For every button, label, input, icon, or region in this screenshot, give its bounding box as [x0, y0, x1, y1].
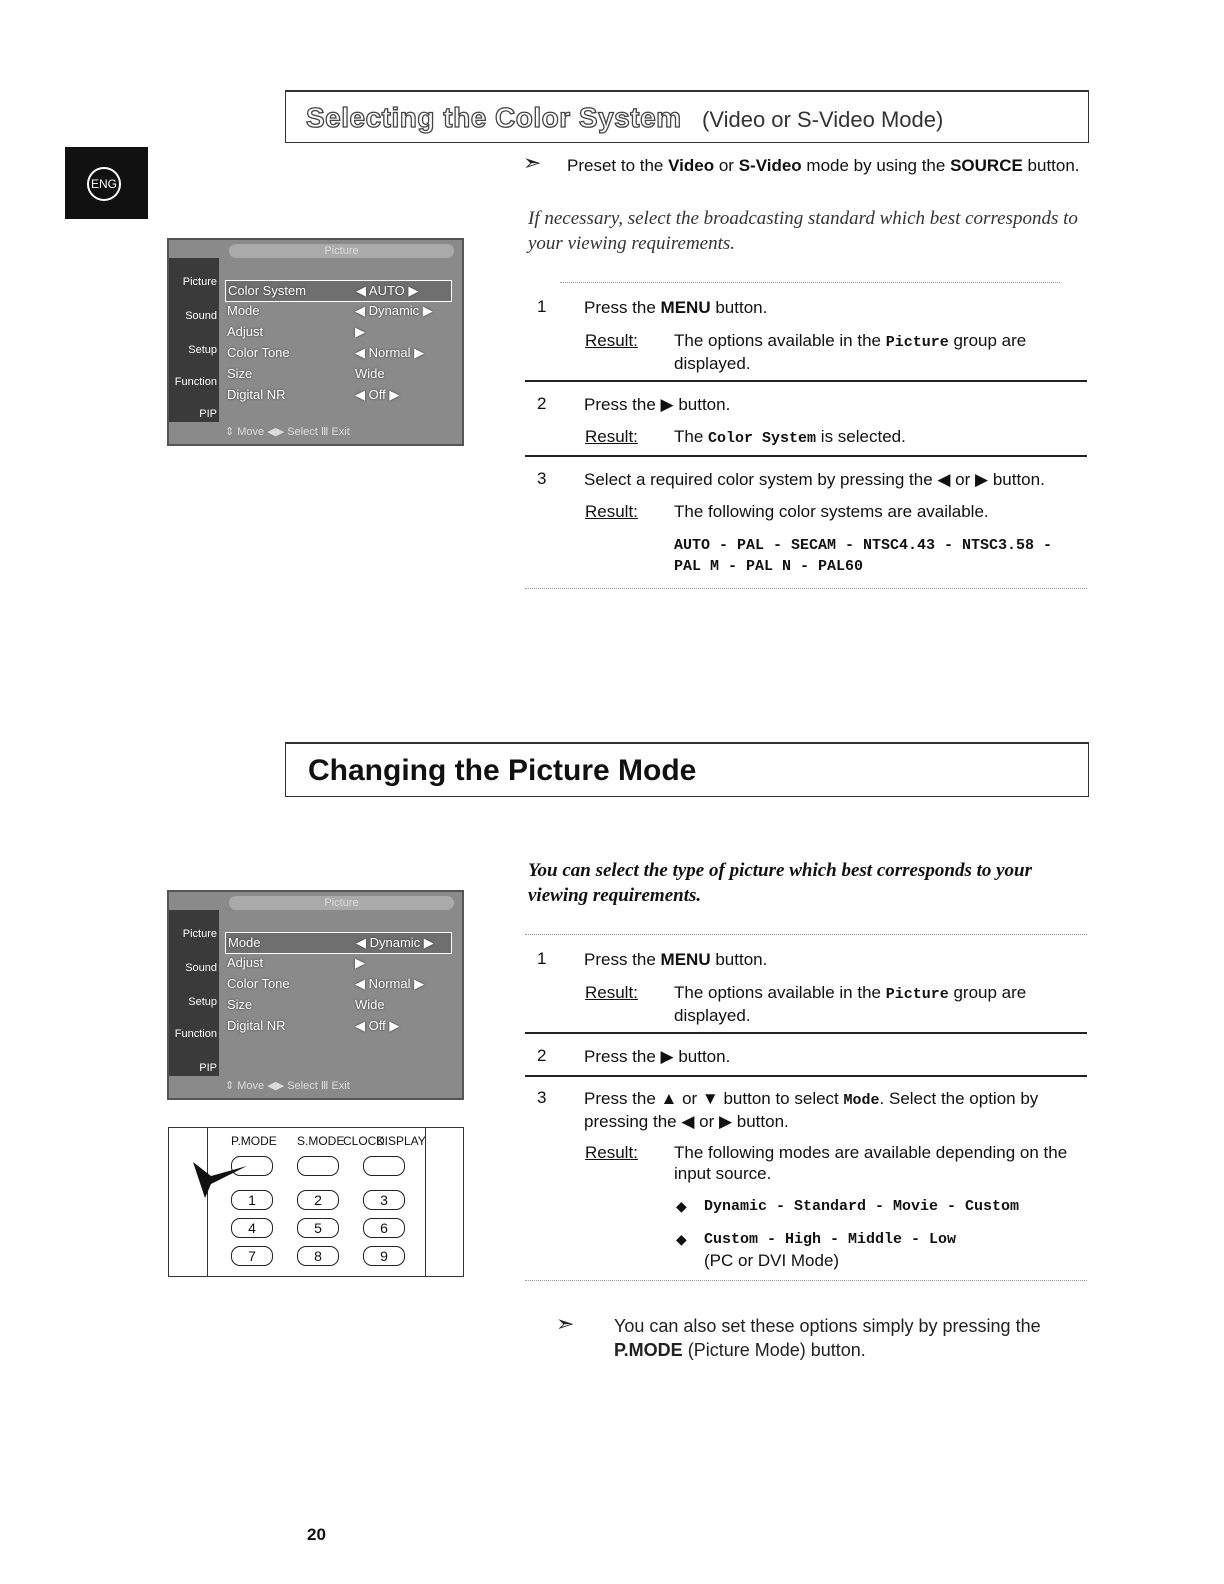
osd-tab: Sound — [185, 310, 217, 322]
step-divider — [525, 1032, 1087, 1034]
preset-video: Video — [668, 156, 715, 175]
mode-note: (PC or DVI Mode) — [704, 1251, 840, 1270]
remote-smode-key — [297, 1156, 339, 1176]
divider — [560, 282, 1060, 285]
diamond-bullet-icon: ◆ — [676, 1231, 687, 1247]
mode-list: Custom - High - Middle - Low — [704, 1231, 957, 1248]
result-code: Picture — [885, 986, 949, 1003]
step-3 — [537, 1088, 1087, 1132]
osd-row — [225, 301, 452, 321]
result-label: Result: — [585, 331, 638, 350]
step-1 — [537, 949, 1087, 973]
remote-label: S.MODE — [297, 1134, 345, 1148]
step-number: 3 — [537, 1088, 547, 1107]
result-text: The following modes are available depending on the input source. — [674, 1143, 1068, 1183]
remote-key: 8 — [297, 1246, 339, 1266]
osd-side-tabs — [169, 258, 219, 422]
step-text-end: . Select the option by pressing the ◀ or ▶ button. — [584, 1089, 1039, 1131]
osd-tab: Sound — [185, 962, 217, 974]
step-text: Press the — [584, 298, 656, 317]
step-2 — [537, 394, 1087, 418]
osd-header: Picture — [229, 244, 454, 258]
osd-row — [225, 343, 452, 363]
osd-tab: Setup — [188, 996, 217, 1008]
divider — [525, 934, 1087, 937]
remote-label: DISPLAY — [376, 1134, 426, 1148]
section-title-box — [285, 90, 1089, 143]
osd-row-label: Digital NR — [227, 387, 286, 402]
remote-illustration — [168, 1127, 464, 1277]
step-1-result — [585, 982, 1095, 1026]
step-3-result — [585, 501, 1095, 525]
pointer-arrow-icon — [191, 1158, 251, 1202]
remote-key: 1 — [231, 1190, 273, 1210]
remote-label: P.MODE — [231, 1134, 277, 1148]
section-title-suffix: (Video or S-Video Mode) — [702, 107, 944, 132]
osd-row — [225, 974, 452, 994]
osd-row — [225, 280, 452, 302]
osd-row-value: Wide — [355, 997, 385, 1012]
remote-key: 6 — [363, 1218, 405, 1238]
result-label: Result: — [585, 427, 638, 446]
step-1-result — [585, 330, 1095, 374]
osd-tab: Setup — [188, 344, 217, 356]
step-divider — [525, 380, 1087, 382]
result-text-end: group are displayed. — [674, 983, 1027, 1025]
tip-text: You can also set these options simply by pressing the — [614, 1316, 1041, 1336]
osd-side-tabs — [169, 910, 219, 1076]
osd-row-label: Adjust — [227, 324, 264, 339]
remote-key: 2 — [297, 1190, 339, 1210]
result-label: Result: — [585, 983, 638, 1002]
color-systems-line: PAL M - PAL N - PAL60 — [674, 558, 864, 575]
osd-row-value: ◀ Normal ▶ — [355, 976, 425, 991]
osd-row — [225, 932, 452, 954]
osd-tab: Function — [174, 376, 217, 388]
osd-row-value: ◀ Dynamic ▶ — [356, 935, 434, 950]
osd-tab: Picture — [182, 276, 217, 288]
osd-row-value: ◀ Normal ▶ — [355, 345, 425, 360]
osd-row-label: Digital NR — [227, 1018, 286, 1033]
osd-row — [225, 1016, 452, 1036]
step-text: Press the ▶ button. — [584, 1047, 731, 1066]
preset-note — [523, 150, 1093, 179]
section-title: Selecting the Color System — [306, 102, 682, 133]
osd-row — [225, 385, 452, 405]
tip-text-end: (Picture Mode) button. — [687, 1340, 866, 1360]
result-code: Picture — [885, 334, 949, 351]
step-divider — [525, 1075, 1087, 1077]
step-text-bold: MENU — [660, 298, 711, 317]
step-text-end: button. — [715, 950, 768, 969]
osd-row — [225, 322, 452, 342]
step-text: Press the ▲ or ▼ button to select — [584, 1089, 839, 1108]
section-intro: You can select the type of picture which best corresponds to your viewing requirements. — [528, 860, 1033, 906]
osd-row — [225, 364, 452, 384]
osd-row-value: ◀ Off ▶ — [355, 387, 400, 402]
language-tab-label: ENG — [87, 167, 121, 201]
step-number: 1 — [537, 297, 547, 316]
step-text: Press the ▶ button. — [584, 395, 731, 414]
preset-or: or — [718, 156, 734, 175]
osd-row-label: Mode — [228, 935, 261, 950]
osd-row-value: ▶ — [355, 324, 365, 339]
step-text: Press the — [584, 950, 656, 969]
step-2 — [537, 1046, 1087, 1070]
preset-end: button. — [1027, 156, 1080, 175]
language-tab — [65, 147, 148, 219]
note-arrow-icon: ➣ — [523, 150, 542, 175]
osd-row-label: Color System — [228, 283, 307, 298]
section-title: Changing the Picture Mode — [308, 754, 697, 787]
osd-row-value: Wide — [355, 366, 385, 381]
remote-display-key — [363, 1156, 405, 1176]
osd-row-value: ◀ Off ▶ — [355, 1018, 400, 1033]
step-text-bold: MENU — [660, 950, 711, 969]
divider — [525, 588, 1087, 591]
result-text: The options available in the — [674, 331, 881, 350]
remote-key: 9 — [363, 1246, 405, 1266]
osd-row-value: ▶ — [355, 955, 365, 970]
step-text: Select a required color system by pressing the ◀ or ▶ button. — [584, 470, 1045, 489]
mode-list: Dynamic - Standard - Movie - Custom — [704, 1198, 1020, 1215]
osd-header: Picture — [229, 896, 454, 910]
section-intro: If necessary, select the broadcasting standard which best corresponds to your viewing requirements. — [528, 208, 1078, 254]
remote-key: 4 — [231, 1218, 273, 1238]
result-text-end: group are displayed. — [674, 331, 1027, 373]
result-text-end: is selected. — [820, 427, 906, 446]
step-number: 2 — [537, 394, 547, 413]
step-3-result — [585, 1142, 1095, 1186]
result-text: The options available in the — [674, 983, 881, 1002]
osd-tab: PIP — [199, 408, 217, 420]
section-title-box — [285, 742, 1089, 797]
step-1 — [537, 297, 1087, 321]
osd-row-label: Size — [227, 366, 253, 381]
osd-row-value: ◀ Dynamic ▶ — [355, 303, 433, 318]
preset-mid: mode by using the — [806, 156, 946, 175]
osd-row-label: Size — [227, 997, 253, 1012]
step-number: 2 — [537, 1046, 547, 1065]
remote-label: CLOCK — [343, 1134, 385, 1148]
step-number: 1 — [537, 949, 547, 968]
tip-bold: P.MODE — [614, 1340, 683, 1360]
tip-note — [556, 1312, 1076, 1366]
step-divider — [525, 455, 1087, 457]
osd-footer: ⇕ Move ◀▶ Select Ⅲ Exit — [225, 426, 350, 438]
remote-key: 5 — [297, 1218, 339, 1238]
note-arrow-icon: ➣ — [556, 1311, 575, 1336]
osd-menu-screenshot — [167, 238, 464, 446]
osd-row-label: Adjust — [227, 955, 264, 970]
osd-row-label: Mode — [227, 303, 260, 318]
remote-key: 3 — [363, 1190, 405, 1210]
osd-row-label: Color Tone — [227, 976, 290, 991]
remote-key: 7 — [231, 1246, 273, 1266]
osd-footer: ⇕ Move ◀▶ Select Ⅲ Exit — [225, 1080, 350, 1092]
step-code: Mode — [843, 1092, 880, 1109]
result-text: The following color systems are available. — [674, 502, 989, 521]
osd-tab: Function — [174, 1028, 217, 1040]
color-systems-line: AUTO - PAL - SECAM - NTSC4.43 - NTSC3.58 - — [674, 537, 1053, 554]
osd-tab: PIP — [199, 1062, 217, 1074]
result-text: The — [674, 427, 704, 446]
preset-text: Preset to the — [567, 156, 664, 175]
step-3 — [537, 469, 1087, 493]
osd-row — [225, 995, 452, 1015]
osd-row-value: ◀ AUTO ▶ — [356, 283, 419, 298]
result-code: Color System — [708, 430, 817, 447]
step-2-result — [585, 426, 1095, 450]
preset-svideo: S-Video — [738, 156, 802, 175]
osd-row-label: Color Tone — [227, 345, 290, 360]
page-number: 20 — [307, 1525, 326, 1544]
osd-tab: Picture — [182, 928, 217, 940]
diamond-bullet-icon: ◆ — [676, 1198, 687, 1214]
osd-menu-screenshot — [167, 890, 464, 1100]
step-text-end: button. — [715, 298, 768, 317]
divider — [525, 1280, 1087, 1283]
preset-source: SOURCE — [950, 156, 1023, 175]
step-number: 3 — [537, 469, 547, 488]
result-label: Result: — [585, 502, 638, 521]
osd-row — [225, 953, 452, 973]
result-label: Result: — [585, 1143, 638, 1162]
